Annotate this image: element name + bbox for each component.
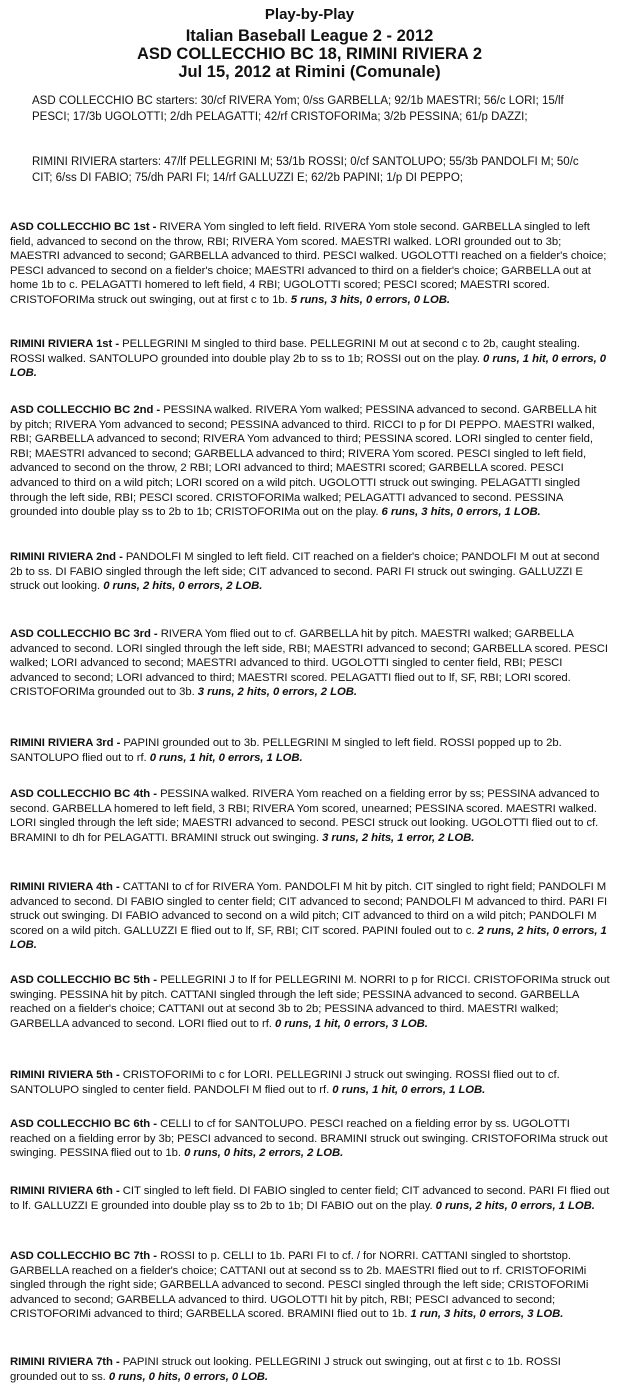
inning-summary: 0 runs, 1 hit, 0 errors, 3 LOB. <box>274 1017 428 1030</box>
inning-plays: CRISTOFORIMi to c for LORI. PELLEGRINI J struck out swinging. ROSSI flied out to cf. SANTOLUPO singled to center field. PANDOLFI M flied out to rf. <box>10 1069 560 1096</box>
inning-block <box>10 1117 610 1161</box>
inning-label: RIMINI RIVIERA 4th - <box>10 881 120 893</box>
inning-plays: ROSSI to p. CELLI to 1b. PARI FI to cf. / for NORRI. CATTANI singled to shortstop. GARBELLA reached on a fielder's choice; CATTANI out at second ss to 2b. MAESTRI flied out to rf. CRISTOFORIMi singled through the right side; GARBELLA advanced to second. PESCI singled through the left side; CRISTOFORIMi advanced to second; GARBELLA advanced to third. UGOLOTTI hit by pitch, RBI; PESCI advanced to second; CRISTOFORIMi advanced to third; GARBELLA scored. BRAMINI flied out to 1b. <box>10 1250 589 1321</box>
inning-label: RIMINI RIVIERA 6th - <box>10 1185 120 1197</box>
inning-block <box>10 1068 610 1097</box>
inning-block <box>10 736 610 765</box>
inning-summary: 0 runs, 2 hits, 0 errors, 2 LOB. <box>103 580 263 593</box>
inning-summary: 5 runs, 3 hits, 0 errors, 0 LOB. <box>290 293 450 306</box>
inning-summary: 0 runs, 2 hits, 0 errors, 1 LOB. <box>435 1199 595 1212</box>
inning-summary: 0 runs, 0 hits, 0 errors, 0 LOB. <box>108 1370 268 1383</box>
inning-block <box>10 787 610 845</box>
inning-label: ASD COLLECCHIO BC 2nd - <box>10 404 161 416</box>
page-title: Play-by-Play <box>264 6 355 23</box>
inning-plays: PAPINI struck out looking. PELLEGRINI J struck out swinging, out at first c to 1b. ROSSI grounded out to ss. <box>10 1356 561 1383</box>
inning-label: ASD COLLECCHIO BC 3rd - <box>10 628 158 640</box>
inning-label: RIMINI RIVIERA 7th - <box>10 1356 120 1368</box>
visitor-starters: ASD COLLECCHIO BC starters: 30/cf RIVERA Yom; 0/ss GARBELLA; 92/1b MAESTRI; 56/c LORI; 15/lf PESCI; 17/3b UGOLOTTI; 2/dh PELAGATTI; 42/rf CRISTOFORIMa; 3/2b PESSINA; 61/p DAZZI; <box>32 95 564 123</box>
inning-plays: RIVERA Yom singled to left field. RIVERA Yom stole second. GARBELLA singled to left field, advanced to second on the throw, RBI; RIVERA Yom scored. MAESTRI walked. LORI grounded out to 3b; MAESTRI advanced to second; GARBELLA advanced to third. PESCI walked. UGOLOTTI reached on a fielder's choice; PESCI advanced to second on a fielder's choice; MAESTRI advanced to third on a fielder's choice; GARBELLA out at home 1b to c. PELAGATTI homered to left field, 4 RBI; UGOLOTTI scored; PESCI scored; MAESTRI scored. CRISTOFORIMa struck out swinging, out at first c to 1b. <box>10 221 607 306</box>
game-score: ASD COLLECCHIO BC 18, RIMINI RIVIERA 2 <box>136 45 482 63</box>
inning-block <box>10 550 610 594</box>
inning-label: RIMINI RIVIERA 1st - <box>10 338 120 350</box>
inning-block <box>10 337 610 381</box>
inning-plays: CATTANI to cf for RIVERA Yom. PANDOLFI M hit by pitch. CIT singled to right field; PANDOLFI M advanced to second. DI FABIO singled to center field; CIT advanced to second; PANDOLFI M advanced to third. PARI FI struck out swinging. DI FABIO advanced to second on a wild pitch; CIT advanced to third on a wild pitch; PANDOLFI M scored on a wild pitch. GALLUZZI E flied out to lf, SF, RBI; CIT scored. PAPINI fouled out to c. <box>10 881 608 937</box>
inning-summary: 0 runs, 0 hits, 2 errors, 2 LOB. <box>184 1147 344 1160</box>
inning-block <box>10 880 610 953</box>
inning-block <box>10 1249 610 1322</box>
inning-label: RIMINI RIVIERA 2nd - <box>10 551 123 563</box>
inning-label: ASD COLLECCHIO BC 1st - <box>10 221 157 233</box>
inning-plays: PESSINA walked. RIVERA Yom walked; PESSINA advanced to second. GARBELLA hit by pitch; RIVERA Yom advanced to second; PESSINA advanced to third. RICCI to p for DI PEPPO. MAESTRI walked, RBI; GARBELLA advanced to second; RIVERA Yom advanced to third; PESSINA scored. LORI singled to center field, RBI; MAESTRI advanced to second; GARBELLA advanced to third; RIVERA Yom scored. PESCI singled to left field, advanced to second on the throw, 2 RBI; LORI advanced to third; MAESTRI scored; GARBELLA scored. PESCI advanced to third on a wild pitch; LORI scored on a wild pitch. UGOLOTTI struck out swinging. PELAGATTI singled through the left side, RBI; PESCI scored. CRISTOFORIMa walked; PELAGATTI advanced to second. PESSINA grounded into double play ss to 2b to 1b; CRISTOFORIMa out on the play. <box>10 404 597 519</box>
inning-summary: 0 runs, 1 hit, 0 errors, 0 LOB. <box>10 352 607 380</box>
game-date-venue: Jul 15, 2012 at Rimini (Comunale) <box>178 63 441 81</box>
inning-summary: 2 runs, 2 hits, 0 errors, 1 LOB. <box>10 924 607 952</box>
inning-summary: 1 run, 3 hits, 0 errors, 3 LOB. <box>410 1308 564 1321</box>
inning-summary: 3 runs, 2 hits, 0 errors, 2 LOB. <box>197 686 357 699</box>
inning-plays: PAPINI grounded out to 3b. PELLEGRINI M singled to left field. ROSSI popped up to 2b. SANTOLUPO flied out to rf. <box>10 737 562 764</box>
inning-summary: 0 runs, 1 hit, 0 errors, 1 LOB. <box>332 1083 486 1096</box>
inning-label: RIMINI RIVIERA 3rd - <box>10 737 121 749</box>
inning-summary: 0 runs, 1 hit, 0 errors, 1 LOB. <box>149 751 303 764</box>
inning-block <box>10 1355 610 1384</box>
inning-block <box>10 1184 610 1213</box>
inning-summary: 6 runs, 3 hits, 0 errors, 1 LOB. <box>381 506 541 519</box>
inning-plays: PELLEGRINI J to lf for PELLEGRINI M. NORRI to p for RICCI. CRISTOFORIMa struck out swinging. PESSINA hit by pitch. CATTANI singled through the left side; PESSINA advanced to second. GARBELLA reached on a fielder's choice; CATTANI out at second 3b to 2b; PESSINA advanced to third. MAESTRI walked; GARBELLA advanced to second. LORI flied out to rf. <box>10 974 610 1030</box>
inning-plays: RIVERA Yom flied out to cf. GARBELLA hit by pitch. MAESTRI walked; GARBELLA advanced to second. LORI singled through the left side, RBI; MAESTRI advanced to second; GARBELLA scored. PESCI walked; LORI advanced to second; MAESTRI advanced to third. UGOLOTTI singled to center field, RBI; PESCI advanced to second; LORI advanced to third; MAESTRI scored. PELAGATTI flied out to lf, SF, RBI; LORI scored. CRISTOFORIMa grounded out to 3b. <box>10 628 608 699</box>
inning-plays: PANDOLFI M singled to left field. CIT reached on a fielder's choice; PANDOLFI M out at second 2b to ss. DI FABIO singled through the left side; CIT advanced to second. PARI FI struck out swinging. GALLUZZI E struck out looking. <box>10 551 600 593</box>
inning-label: ASD COLLECCHIO BC 5th - <box>10 974 157 986</box>
inning-block <box>10 220 610 308</box>
inning-plays: CELLI to cf for SANTOLUPO. PESCI reached on a fielding error by ss. UGOLOTTI reached on a fielding error by 3b; PESCI advanced to second. BRAMINI struck out swinging. CRISTOFORIMa struck out swinging. PESSINA flied out to 1b. <box>10 1118 608 1160</box>
inning-block <box>10 403 610 520</box>
inning-plays: PESSINA walked. RIVERA Yom reached on a fielding error by ss; PESSINA advanced to second. GARBELLA homered to left field, 3 RBI; RIVERA Yom scored, unearned; PESSINA scored. MAESTRI walked. LORI singled through the left side; MAESTRI advanced to second. PESCI struck out looking. UGOLOTTI flied out to cf. BRAMINI to dh for PELAGATTI. BRAMINI struck out swinging. <box>10 788 600 844</box>
inning-label: ASD COLLECCHIO BC 7th - <box>10 1250 157 1262</box>
inning-block <box>10 973 610 1031</box>
inning-label: ASD COLLECCHIO BC 6th - <box>10 1118 157 1130</box>
inning-label: ASD COLLECCHIO BC 4th - <box>10 788 157 800</box>
league-name: Italian Baseball League 2 - 2012 <box>185 27 434 45</box>
home-starters: RIMINI RIVIERA starters: 47/lf PELLEGRINI M; 53/1b ROSSI; 0/cf SANTOLUPO; 55/3b PANDOLFI M; 50/c CIT; 6/ss DI FABIO; 75/dh PARI FI; 14/rf GALLUZZI E; 62/2b PAPINI; 1/p DI PEPPO; <box>32 156 579 184</box>
inning-plays: CIT singled to left field. DI FABIO singled to center field; CIT advanced to second. PARI FI flied out to lf. GALLUZZI E grounded into double play ss to 2b to 1b; DI FABIO out on the play. <box>10 1185 610 1212</box>
inning-summary: 3 runs, 2 hits, 1 error, 2 LOB. <box>322 831 475 844</box>
inning-block <box>10 627 610 700</box>
inning-plays: PELLEGRINI M singled to third base. PELLEGRINI M out at second c to 2b, caught stealing. ROSSI walked. SANTOLUPO grounded into double play 2b to ss to 1b; ROSSI out on the play. <box>10 338 580 365</box>
inning-label: RIMINI RIVIERA 5th - <box>10 1069 120 1081</box>
